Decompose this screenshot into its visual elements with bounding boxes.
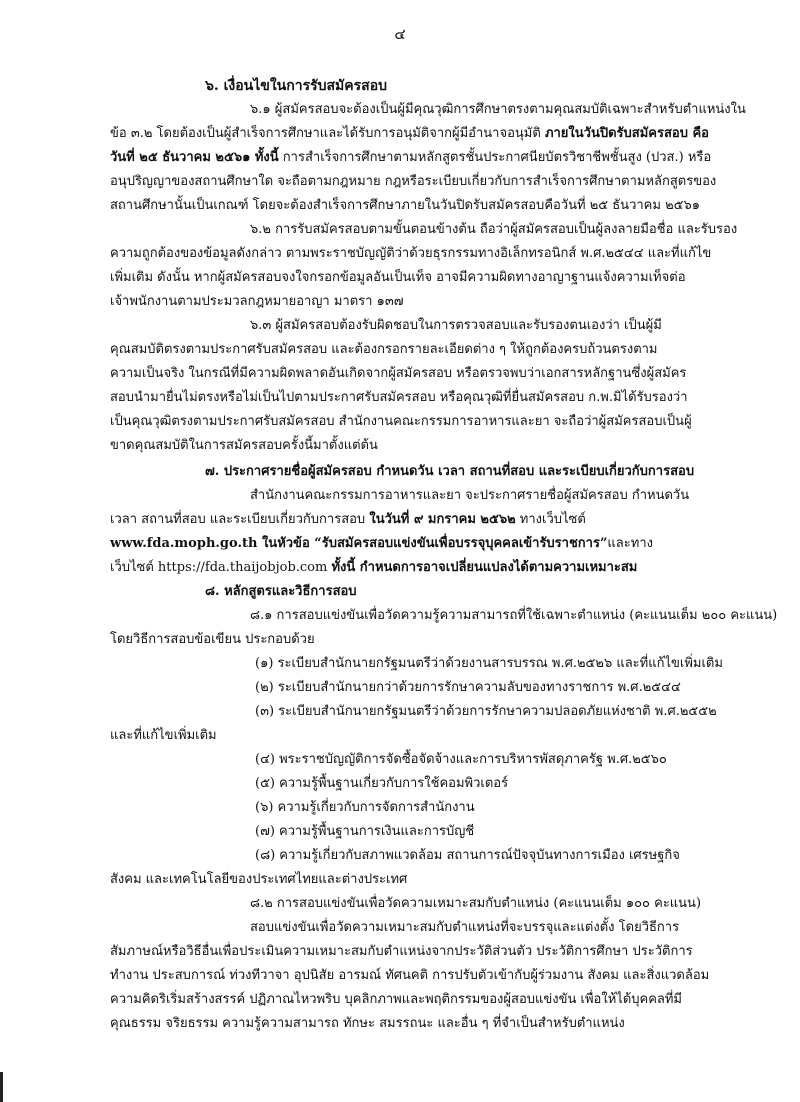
s6-2-line: ความถูกต้องของข้อมูลดังกล่าว ตามพระราชบัญญัติว่าด้วยธุรกรรมทางอิเล็กทรอนิกส์ พ.ศ.๒๕๔๔ และที่แก้ไข [110, 246, 712, 261]
exam-topic-item: (๗) ความรู้พื้นฐานการเงินและการบัญชี [255, 824, 475, 839]
exam-topic-item: (๔) พระราชบัญญัติการจัดซื้อจัดจ้างและการบริหารพัสดุภาครัฐ พ.ศ.๒๕๖๐ [255, 752, 667, 767]
s8-1-line: ๘.๑ การสอบแข่งขันเพื่อวัดความรู้ความสามารถที่ใช้เฉพาะตำแหน่ง (คะแนนเต็ม ๒๐๐ คะแนน) [250, 608, 778, 623]
s6-2-line: เพิ่มเติม ดังนั้น หากผู้สมัครสอบจงใจกรอกข้อมูลอันเป็นเท็จ อาจมีความผิดทางอาญาฐานแจ้งความเท็จต่อ [110, 270, 686, 285]
s7-line: สำนักงานคณะกรรมการอาหารและยา จะประกาศรายชื่อผู้สมัครสอบ กำหนดวัน [250, 488, 690, 503]
exam-topic-item-cont: สังคม และเทคโนโลยีของประเทศไทยและต่างประเทศ [110, 872, 408, 887]
s6-3-line: เป็นคุณวุฒิตรงตามประกาศรับสมัครสอบ สำนักงานคณะกรรมการอาหารและยา จะถือว่าผู้สมัครสอบเป็นผู้ [110, 414, 692, 429]
s8-2-line: คุณธรรม จริยธรรม ความรู้ความสามารถ ทักษะ สมรรถนะ และอื่น ๆ ที่จำเป็นสำหรับตำแหน่ง [110, 1016, 625, 1031]
s7-line: เว็บไซต์ https://fda.thaijobjob.com ทั้งนี้ กำหนดการอาจเปลี่ยนแปลงได้ตามความเหมาะสม [110, 560, 638, 575]
exam-topic-item: (๕) ความรู้พื้นฐานเกี่ยวกับการใช้คอมพิวเตอร์ [255, 776, 509, 791]
s6-3-line: สอบนำมายื่นไม่ตรงหรือไม่เป็นไปตามประกาศรับสมัครสอบ หรือคุณวุฒิที่ยื่นสมัครสอบ ก.พ.มิได้รับรองว่า [110, 390, 688, 405]
s8-2-line: ความคิดริเริ่มสร้างสรรค์ ปฏิภาณไหวพริบ บุคลิกภาพและพฤติกรรมของผู้สอบแข่งขัน เพื่อให้ได้บุคคลที่มี [110, 992, 683, 1007]
page-number: ๔ [394, 25, 406, 43]
section-6-heading: ๖. เงื่อนไขในการรับสมัครสอบ [205, 78, 388, 94]
s6-1-line: อนุปริญญาของสถานศึกษาใด จะถือตามกฎหมาย กฎหรือระเบียบเกี่ยวกับการสำเร็จการศึกษาตามหลักสูตรของ [110, 174, 717, 189]
s7-line: เวลา สถานที่สอบ และระเบียบเกี่ยวกับการสอบ ในวันที่ ๙ มกราคม ๒๕๖๒ ทางเว็บไซต์ [110, 512, 586, 527]
exam-topic-item: (๑) ระเบียบสำนักนายกรัฐมนตรีว่าด้วยงานสารบรรณ พ.ศ.๒๕๒๖ และที่แก้ไขเพิ่มเติม [255, 656, 723, 671]
exam-topic-item: (๓) ระเบียบสำนักนายกรัฐมนตรีว่าด้วยการรักษาความปลอดภัยแห่งชาติ พ.ศ.๒๕๕๒ [255, 704, 717, 719]
s6-3-line: ความเป็นจริง ในกรณีที่มีความผิดพลาดอันเกิดจากผู้สมัครสอบ หรือตรวจพบว่าเอกสารหลักฐานซึ่งผู้สมัคร [110, 366, 687, 381]
exam-topic-item: (๘) ความรู้เกี่ยวกับสภาพแวดล้อม สถานการณ์ปัจจุบันทางการเมือง เศรษฐกิจ [255, 848, 680, 863]
s8-2-line: สัมภาษณ์หรือวิธีอื่นเพื่อประเมินความเหมาะสมกับตำแหน่งจากประวัติส่วนตัว ประวัติการศึกษา ประวัติการ [110, 944, 693, 959]
s6-1-line: วันที่ ๒๕ ธันวาคม ๒๕๖๑ ทั้งนี้ การสำเร็จการศึกษาตามหลักสูตรชั้นประกาศนียบัตรวิชาชีพชั้นสูง (ปวส.) หรือ [110, 150, 712, 165]
s6-2-line: เจ้าพนักงานตามประมวลกฎหมายอาญา มาตรา ๑๓๗ [110, 294, 404, 309]
s8-2-line: สอบแข่งขันเพื่อวัดความเหมาะสมกับตำแหน่งที่จะบรรจุและแต่งตั้ง โดยวิธีการ [250, 920, 680, 935]
exam-topic-item: (๖) ความรู้เกี่ยวกับการจัดการสำนักงาน [255, 800, 475, 815]
s6-1-line: ข้อ ๓.๒ โดยต้องเป็นผู้สำเร็จการศึกษาและได้รับการอนุมัติจากผู้มีอำนาจอนุมัติ ภายในวันปิดรับสมัครสอบ คือ [110, 126, 709, 141]
s6-3-line: ๖.๓ ผู้สมัครสอบต้องรับผิดชอบในการตรวจสอบและรับรองตนเองว่า เป็นผู้มี [250, 318, 662, 333]
s8-1-line: โดยวิธีการสอบข้อเขียน ประกอบด้วย [110, 632, 315, 647]
exam-topic-item: (๒) ระเบียบสำนักนายกว่าด้วยการรักษาความลับของทางราชการ พ.ศ.๒๕๔๔ [255, 680, 681, 695]
scan-edge-mark [0, 1072, 3, 1102]
s6-3-line: คุณสมบัติตรงตามประกาศรับสมัครสอบ และต้องกรอกรายละเอียดต่าง ๆ ให้ถูกต้องครบถ้วนตรงตาม [110, 342, 658, 357]
s8-2-line: ๘.๒ การสอบแข่งขันเพื่อวัดความเหมาะสมกับตำแหน่ง (คะแนนเต็ม ๑๐๐ คะแนน) [250, 896, 702, 911]
s8-2-line: ทำงาน ประสบการณ์ ท่วงทีวาจา อุปนิสัย อารมณ์ ทัศนคติ การปรับตัวเข้ากับผู้ร่วมงาน สังคม และสิ่งแวดล้อม [110, 968, 710, 983]
s6-1-line: ๖.๑ ผู้สมัครสอบจะต้องเป็นผู้มีคุณวุฒิการศึกษาตรงตามคุณสมบัติเฉพาะสำหรับตำแหน่งใน [250, 102, 746, 117]
s6-1-line: สถานศึกษานั้นเป็นเกณฑ์ โดยจะต้องสำเร็จการศึกษาภายในวันปิดรับสมัครสอบคือวันที่ ๒๕ ธันวาคม ๒๕๖๑ [110, 198, 700, 213]
s6-2-line: ๖.๒ การรับสมัครสอบตามขั้นตอนข้างต้น ถือว่าผู้สมัครสอบเป็นผู้ลงลายมือชื่อ และรับรอง [250, 222, 738, 237]
section-8-heading: ๘. หลักสูตรและวิธีการสอบ [205, 584, 357, 599]
section-7-heading: ๗. ประกาศรายชื่อผู้สมัครสอบ กำหนดวัน เวลา สถานที่สอบ และระเบียบเกี่ยวกับการสอบ [205, 464, 695, 479]
s7-line: www.fda.moph.go.th ในหัวข้อ “รับสมัครสอบแข่งขันเพื่อบรรจุบุคคลเข้ารับราชการ”และทาง [110, 536, 653, 551]
exam-topic-item-cont: และที่แก้ไขเพิ่มเติม [110, 728, 217, 743]
s6-3-line: ขาดคุณสมบัติในการสมัครสอบครั้งนี้มาตั้งแต่ต้น [110, 438, 378, 453]
